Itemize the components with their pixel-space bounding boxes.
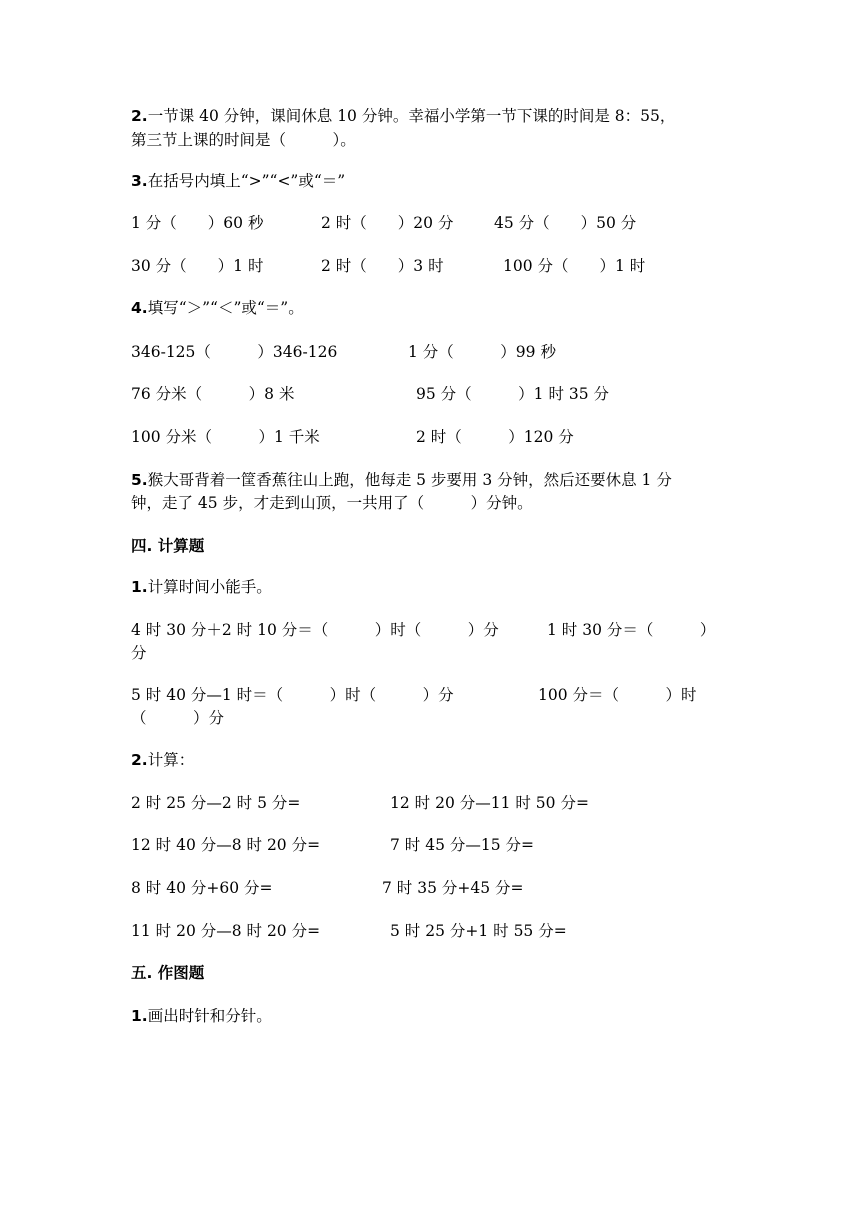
- s4-q1-header: [131, 576, 272, 598]
- s4-q1-item4-wrap: （ ）分: [131, 709, 225, 727]
- q3-header: [131, 170, 345, 192]
- s4-q2-r2-c1: 12 时 40 分—8 时 20 分=: [131, 836, 321, 854]
- s4-q1-item1: 4 时 30 分＋2 时 10 分＝（ ）时（ ）分: [131, 621, 499, 639]
- s4-q2-header: [131, 749, 194, 771]
- s5-q1-prompt: 画出时针和分针。: [147, 1007, 272, 1025]
- s4-q2-prompt: 计算：: [147, 751, 195, 769]
- q4-r1-c1: 346-125（ ）346-126: [131, 343, 338, 361]
- q4-prompt: 填写“＞”“＜”或“＝”。: [147, 299, 304, 317]
- s4-q2-r3-c1: 8 时 40 分+60 分=: [131, 879, 273, 897]
- q2-text-line1: 一节课 40 分钟，课间休息 10 分钟。幸福小学第一节下课的时间是 8：55，: [147, 107, 676, 125]
- q2-text-line2: 第三节上课的时间是（ ）。: [131, 131, 356, 149]
- s4-q1-number: 1.: [131, 578, 148, 596]
- s4-q2-r3-c2: 7 时 35 分+45 分=: [382, 879, 524, 897]
- s4-q2-r4-c2: 5 时 25 分+1 时 55 分=: [390, 922, 567, 940]
- q3-r2-c1: 30 分（ ）1 时: [131, 257, 264, 275]
- s4-q2-number: 2.: [131, 751, 148, 769]
- s4-q1-item2-wrap: 分: [131, 644, 147, 662]
- s4-q2-r2-c2: 7 时 45 分—15 分=: [390, 836, 535, 854]
- q4-r3-c2: 2 时（ ）120 分: [416, 428, 574, 446]
- q3-number: 3.: [131, 172, 148, 190]
- q3-r2-c2: 2 时（ ）3 时: [321, 257, 444, 275]
- s5-q1-header: [131, 1005, 272, 1027]
- s5-q1-number: 1.: [131, 1007, 148, 1025]
- q5-text-line2: 钟，走了 45 步，才走到山顶，一共用了（ ）分钟。: [131, 494, 533, 512]
- q5-line1: [131, 469, 672, 491]
- s4-q1-prompt: 计算时间小能手。: [147, 578, 272, 596]
- q3-r1-c1: 1 分（ ）60 秒: [131, 214, 264, 232]
- q3-r1-c2: 2 时（ ）20 分: [321, 214, 454, 232]
- q2-number: 2.: [131, 107, 148, 125]
- s4-q1-item4: 100 分＝（ ）时: [538, 686, 697, 704]
- q4-r3-c1: 100 分米（ ）1 千米: [131, 428, 320, 446]
- s4-q2-r1-c1: 2 时 25 分—2 时 5 分=: [131, 794, 301, 812]
- s4-q1-item3: 5 时 40 分—1 时＝（ ）时（ ）分: [131, 686, 454, 704]
- section-4-title: 四. 计算题: [131, 537, 205, 555]
- s4-q2-r1-c2: 12 时 20 分—11 时 50 分=: [390, 794, 589, 812]
- q3-r1-c3: 45 分（ ）50 分: [494, 214, 637, 232]
- s4-q1-item2: 1 时 30 分＝（ ）: [547, 621, 716, 639]
- section-5-title: 五. 作图题: [131, 964, 205, 982]
- q4-number: 4.: [131, 299, 148, 317]
- q2-line1: [131, 105, 675, 127]
- q3-prompt: 在括号内填上“>”“<”或“＝”: [147, 172, 346, 190]
- q4-r2-c2: 95 分（ ）1 时 35 分: [416, 385, 610, 403]
- q5-text-line1: 猴大哥背着一筐香蕉往山上跑，他每走 5 步要用 3 分钟，然后还要休息 1 分: [147, 471, 672, 489]
- q3-r2-c3: 100 分（ ）1 时: [503, 257, 646, 275]
- q4-header: [131, 297, 304, 319]
- q4-r2-c1: 76 分米（ ）8 米: [131, 385, 295, 403]
- q4-r1-c2: 1 分（ ）99 秒: [408, 343, 556, 361]
- s4-q2-r4-c1: 11 时 20 分—8 时 20 分=: [131, 922, 321, 940]
- q5-number: 5.: [131, 471, 148, 489]
